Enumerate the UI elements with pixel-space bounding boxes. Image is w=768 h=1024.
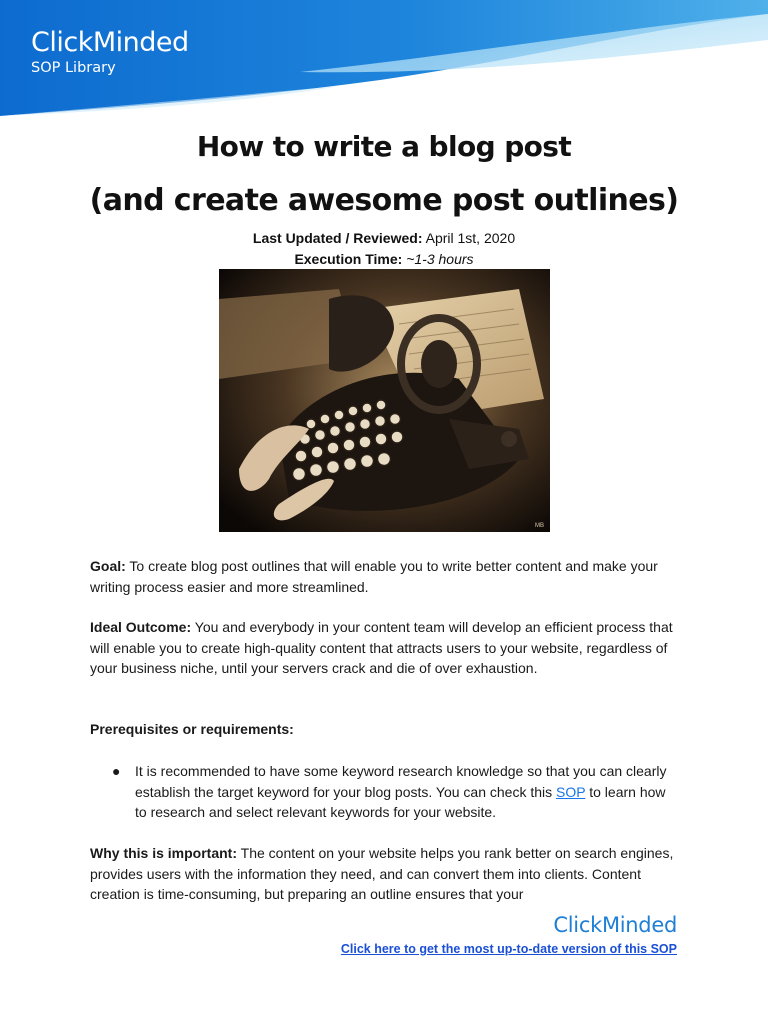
ideal-outcome-label: Ideal Outcome: xyxy=(90,619,192,635)
why-important-paragraph xyxy=(90,843,680,905)
sop-link[interactable]: SOP xyxy=(556,783,586,800)
prerequisite-text-after: to learn how to research and select relevant keywords for your website. xyxy=(135,783,666,821)
footer-brand-logo: ClickMinded xyxy=(553,913,677,937)
typewriter-photo xyxy=(219,269,550,532)
ideal-outcome-text: You and everybody in your content team will develop an efficient process that will enable you to create high-quality content that attracts users to your website, regardless of your business niche, until your servers crack and die of over exhaustion. xyxy=(90,619,673,677)
typewriter-photo-icon xyxy=(219,269,550,532)
brand-logo xyxy=(31,27,189,77)
last-updated-value: April 1st, 2020 xyxy=(425,230,516,246)
brand-name: ClickMinded xyxy=(31,27,189,58)
prerequisite-list-item xyxy=(135,761,680,823)
why-important-text: The content on your website helps you rank better on search engines, provides users with the information they need, and can convert them into clients. Content creation is time-consuming, but preparing an outline ensures that your xyxy=(90,845,674,903)
why-important-label: Why this is important: xyxy=(90,845,237,861)
goal-paragraph xyxy=(90,556,680,597)
bullet-icon: ● xyxy=(112,763,121,779)
prerequisites-label: Prerequisites or requirements: xyxy=(90,721,294,737)
goal-label: Goal: xyxy=(90,558,126,574)
prerequisite-text-before: It is recommended to have some keyword research knowledge so that you can clearly establish the target keyword for your blog posts. You can check this xyxy=(135,763,667,800)
latest-version-link[interactable]: Click here to get the most up-to-date version of this SOP xyxy=(340,942,677,956)
execution-time-value: ~1-3 hours xyxy=(406,251,474,267)
execution-time-label: Execution Time: xyxy=(294,251,403,267)
execution-time xyxy=(0,249,768,269)
last-updated xyxy=(0,228,768,248)
goal-text: To create blog post outlines that will enable you to write better content and make your writing process easier and more streamlined. xyxy=(90,558,658,595)
ideal-outcome-paragraph xyxy=(90,617,680,679)
header-banner xyxy=(0,0,768,116)
page-title-line1: How to write a blog post xyxy=(196,130,572,163)
prerequisites-heading xyxy=(90,719,680,740)
last-updated-label: Last Updated / Reviewed: xyxy=(252,230,423,246)
photo-signature: MB xyxy=(535,523,544,529)
brand-subtitle: SOP Library xyxy=(31,60,116,76)
page-title-line2: (and create awesome post outlines) xyxy=(89,183,679,218)
